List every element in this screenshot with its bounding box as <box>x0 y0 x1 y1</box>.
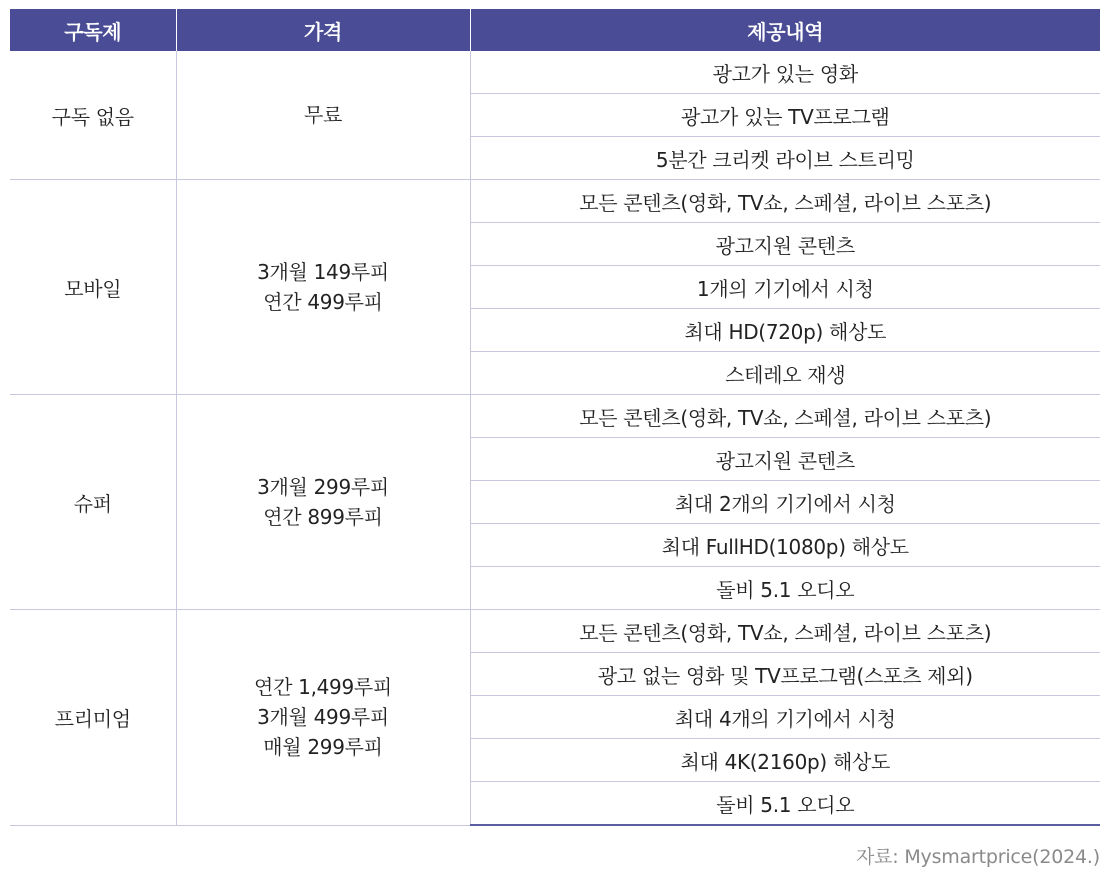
header-features: 제공내역 <box>470 9 1100 51</box>
price-line: 연간 899루피 <box>263 505 383 529</box>
plan-feature: 1개의 기기에서 시청 <box>470 266 1100 309</box>
plan-name: 구독 없음 <box>10 51 176 180</box>
plan-feature: 최대 2개의 기기에서 시청 <box>470 481 1100 524</box>
price-line: 3개월 499루피 <box>257 705 389 730</box>
plan-feature: 5분간 크리켓 라이브 스트리밍 <box>470 137 1100 180</box>
plan-price <box>176 610 470 826</box>
table-body <box>10 51 1100 825</box>
plan-feature: 모든 콘텐츠(영화, TV쇼, 스페셜, 라이브 스포츠) <box>470 610 1100 653</box>
plan-feature: 최대 HD(720p) 해상도 <box>470 309 1100 352</box>
plan-feature: 스테레오 재생 <box>470 352 1100 395</box>
price-line: 3개월 299루피 <box>257 475 389 499</box>
price-line: 무료 <box>303 103 343 127</box>
plan-feature: 돌비 5.1 오디오 <box>470 567 1100 610</box>
plan-feature: 돌비 5.1 오디오 <box>470 782 1100 826</box>
price-lines <box>177 102 470 128</box>
plan-feature: 모든 콘텐츠(영화, TV쇼, 스페셜, 라이브 스포츠) <box>470 180 1100 223</box>
price-lines <box>177 474 470 530</box>
plan-feature: 광고지원 콘텐츠 <box>470 223 1100 266</box>
price-line: 연간 499루피 <box>263 290 383 314</box>
table-header <box>10 9 1100 51</box>
price-lines <box>177 674 470 760</box>
table-row <box>10 180 1100 223</box>
plan-feature: 광고지원 콘텐츠 <box>470 438 1100 481</box>
plan-price <box>176 395 470 610</box>
plan-price <box>176 51 470 180</box>
plan-feature: 광고가 있는 TV프로그램 <box>470 94 1100 137</box>
plan-name: 프리미엄 <box>10 610 176 826</box>
plan-price <box>176 180 470 395</box>
source-note: 자료: Mysmartprice(2024.) <box>855 846 1100 868</box>
plan-feature: 광고 없는 영화 및 TV프로그램(스포츠 제외) <box>470 653 1100 696</box>
subscription-plan-table <box>10 9 1100 826</box>
price-line: 매월 299루피 <box>263 735 383 760</box>
plan-feature: 모든 콘텐츠(영화, TV쇼, 스페셜, 라이브 스포츠) <box>470 395 1100 438</box>
header-price: 가격 <box>176 9 470 51</box>
plan-name: 모바일 <box>10 180 176 395</box>
price-line: 3개월 149루피 <box>257 260 389 284</box>
table-row <box>10 610 1100 653</box>
plan-feature: 최대 FullHD(1080p) 해상도 <box>470 524 1100 567</box>
plan-feature: 최대 4K(2160p) 해상도 <box>470 739 1100 782</box>
header-plan: 구독제 <box>10 9 176 51</box>
table-row <box>10 51 1100 94</box>
plan-feature: 광고가 있는 영화 <box>470 51 1100 94</box>
plan-feature: 최대 4개의 기기에서 시청 <box>470 696 1100 739</box>
price-line: 연간 1,499루피 <box>254 675 392 700</box>
price-lines <box>177 259 470 315</box>
plan-name: 슈퍼 <box>10 395 176 610</box>
table-row <box>10 395 1100 438</box>
